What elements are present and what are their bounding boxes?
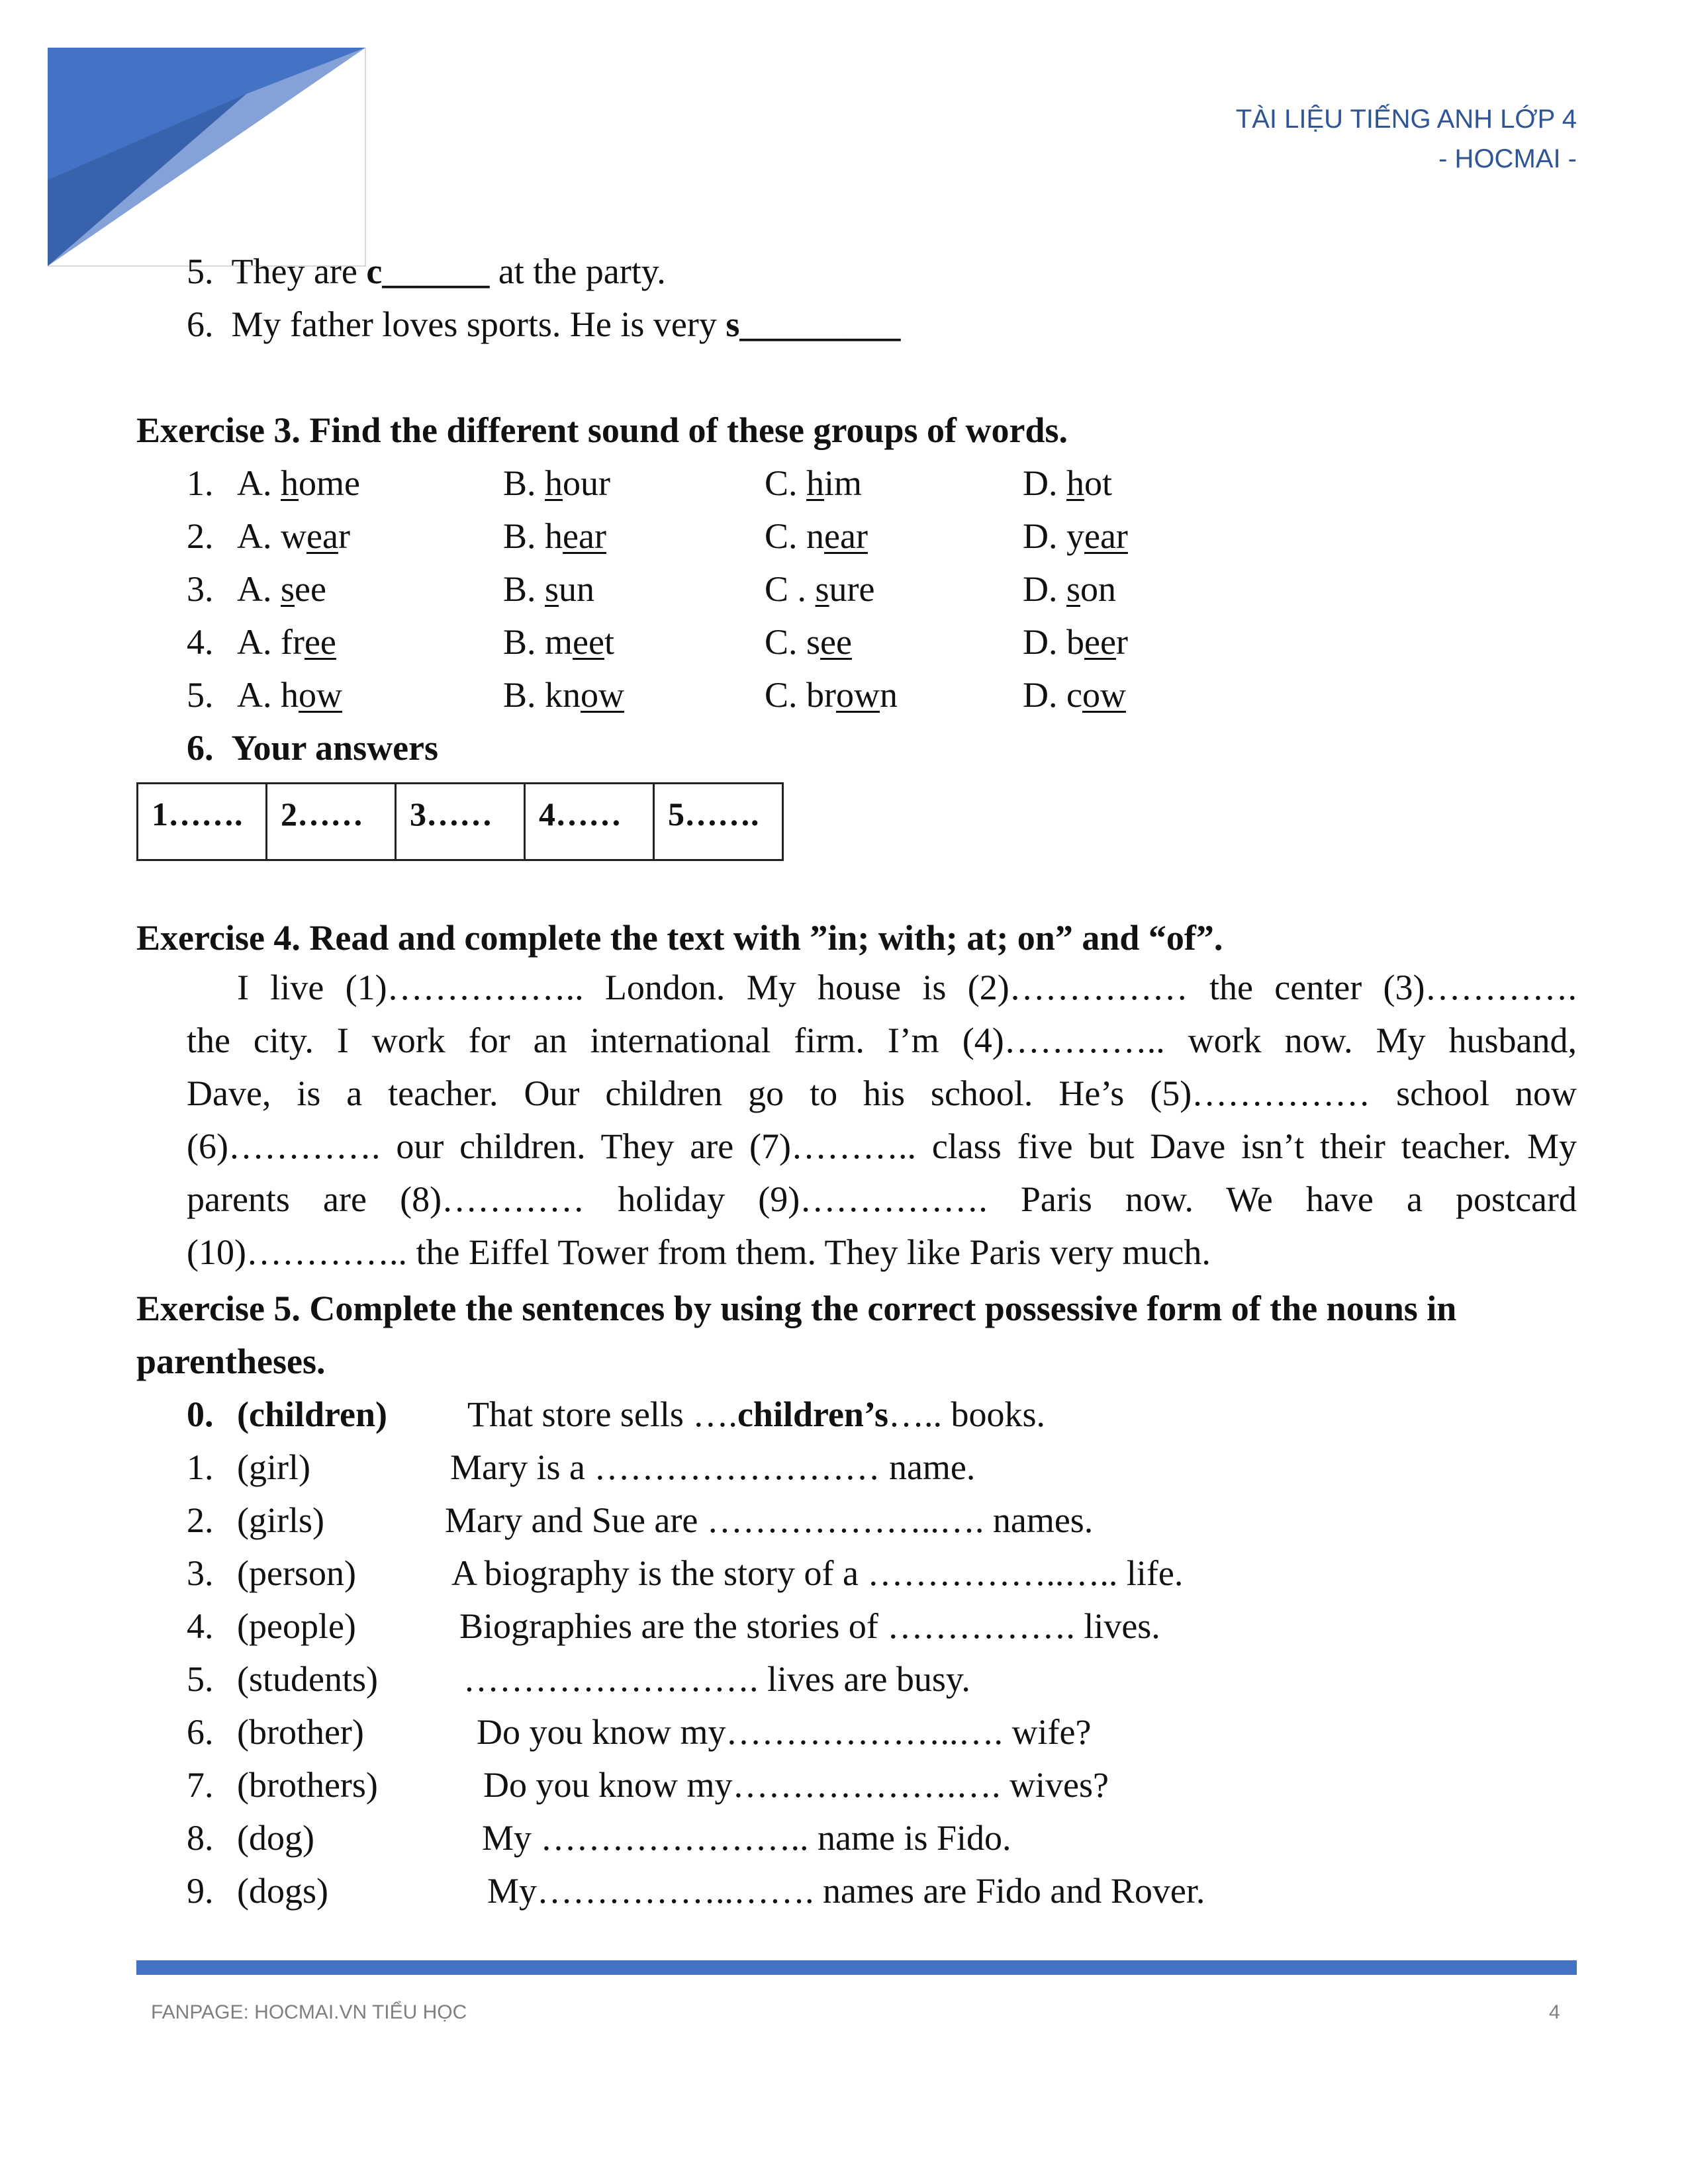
corner-decoration	[48, 48, 372, 273]
ex3-option: D. son	[1023, 569, 1117, 609]
ex3-option: D. beer	[1023, 622, 1128, 662]
ex4-text	[187, 961, 1577, 1279]
ex5-item-number: 9.	[187, 1871, 214, 1911]
ex5-item-sentence: Mary is a …………………… name.	[450, 1447, 976, 1487]
ex5-item-word: (girl)	[237, 1447, 310, 1487]
ex3-option: C. see	[765, 622, 852, 662]
ex3-option: B. hear	[503, 516, 606, 556]
ex3-row-number: 1.	[187, 463, 214, 503]
header-title: TÀI LIỆU TIẾNG ANH LỚP 4	[1235, 105, 1577, 134]
ex3-option: A. see	[237, 569, 326, 609]
ex5-item-word: (brothers)	[237, 1765, 378, 1805]
footer-fanpage: FANPAGE: HOCMAI.VN TIỂU HỌC	[151, 2001, 467, 2023]
ex4-line: the city. I work for an international firm. I’m (4)………….. work now. My husband,	[187, 1021, 1577, 1060]
ex5-item-word: (students)	[237, 1659, 378, 1699]
ex5-title-line1: Exercise 5. Complete the sentences by using the correct possessive form of the nouns in	[136, 1289, 1457, 1328]
ex5-item-number: 3.	[187, 1553, 214, 1593]
ex3-option: B. sun	[503, 569, 595, 609]
ex5-example-word: (children)	[237, 1394, 387, 1434]
ex5-item-word: (person)	[237, 1553, 356, 1593]
ex3-option: B. meet	[503, 622, 614, 662]
ex5-item-number: 5.	[187, 1659, 214, 1699]
ex3-option: B. hour	[503, 463, 611, 503]
ex3-option: A. free	[237, 622, 336, 662]
ex4-line: I live (1)…………….. London. My house is (2)…………… the center (3)………….	[237, 968, 1577, 1007]
ex5-title-line2: parentheses.	[136, 1342, 326, 1381]
answer-cell[interactable]: 5…….	[654, 784, 783, 860]
ex5-item-number: 4.	[187, 1606, 214, 1646]
ex5-item-number: 6.	[187, 1712, 214, 1752]
ex3-option: A. home	[237, 463, 360, 503]
header-subtitle: - HOCMAI -	[1438, 144, 1577, 173]
ex5-item-sentence: A biography is the story of a ……………..….. life.	[451, 1553, 1184, 1593]
answer-cell[interactable]: 4……	[525, 784, 654, 860]
ex3-option: B. know	[503, 675, 625, 715]
ex5-example-sentence: That store sells ….children’s….. books.	[467, 1394, 1045, 1434]
ex5-item-sentence: My……………..……. names are Fido and Rover.	[487, 1871, 1205, 1911]
answer-cell[interactable]: 1…….	[138, 784, 267, 860]
ex5-item-number: 7.	[187, 1765, 214, 1805]
ex2-item-5: 5. They are c______ at the party.	[187, 251, 666, 291]
ex5-item-word: (dogs)	[237, 1871, 328, 1911]
ex3-row-number: 2.	[187, 516, 214, 556]
ex4-title: Exercise 4. Read and complete the text with ”in; with; at; on” and “of”.	[136, 918, 1223, 958]
answer-cell[interactable]: 3……	[396, 784, 525, 860]
ex5-item-word: (brother)	[237, 1712, 364, 1752]
ex5-item-word: (people)	[237, 1606, 356, 1646]
ex5-item-number: 1.	[187, 1447, 214, 1487]
ex4-line: (10)………….. the Eiffel Tower from them. They like Paris very much.	[187, 1232, 1211, 1272]
ex3-option: A. how	[237, 675, 342, 715]
ex3-option: C . sure	[765, 569, 875, 609]
page-number: 4	[1549, 2001, 1560, 2023]
ex3-option: D. cow	[1023, 675, 1126, 715]
ex3-option: C. him	[765, 463, 863, 503]
ex4-line: Dave, is a teacher. Our children go to his school. He’s (5)…………… school now	[187, 1073, 1577, 1113]
ex5-item-sentence: Do you know my……………….…. wives?	[483, 1765, 1109, 1805]
ex3-row-number: 3.	[187, 569, 214, 609]
ex5-item-sentence: ……………………. lives are busy.	[463, 1659, 970, 1699]
answer-cell[interactable]: 2……	[267, 784, 396, 860]
ex3-row-number: 5.	[187, 675, 214, 715]
ex4-line: parents are (8)………… holiday (9)……………. Paris now. We have a postcard	[187, 1179, 1577, 1219]
ex5-item-word: (dog)	[237, 1818, 314, 1858]
ex5-item-sentence: Mary and Sue are ………………..…. names.	[445, 1500, 1094, 1540]
ex3-title: Exercise 3. Find the different sound of these groups of words.	[136, 410, 1068, 450]
ex5-item-number: 2.	[187, 1500, 214, 1540]
ex3-option: D. hot	[1023, 463, 1113, 503]
ex3-option: D. year	[1023, 516, 1128, 556]
ex5-item-sentence: Do you know my………………..…. wife?	[477, 1712, 1092, 1752]
ex5-example: 0.	[187, 1394, 214, 1434]
ex2-item-6: 6. My father loves sports. He is very s_________	[187, 304, 901, 344]
ex5-item-word: (girls)	[237, 1500, 324, 1540]
footer-rule	[136, 1960, 1577, 1975]
ex3-option: C. brown	[765, 675, 898, 715]
ex5-item-sentence: My ………………….. name is Fido.	[482, 1818, 1011, 1858]
answers-table	[136, 782, 784, 861]
ex5-item-number: 8.	[187, 1818, 214, 1858]
ex3-option: A. wear	[237, 516, 350, 556]
ex5-item-sentence: Biographies are the stories of ……………. lives.	[459, 1606, 1160, 1646]
ex3-row-number: 4.	[187, 622, 214, 662]
ex4-line: (6)…………. our children. They are (7)……….. class five but Dave isn’t their teacher. My	[187, 1126, 1577, 1166]
ex3-answers-label: 6. Your answers	[187, 728, 439, 768]
ex3-option: C. near	[765, 516, 868, 556]
